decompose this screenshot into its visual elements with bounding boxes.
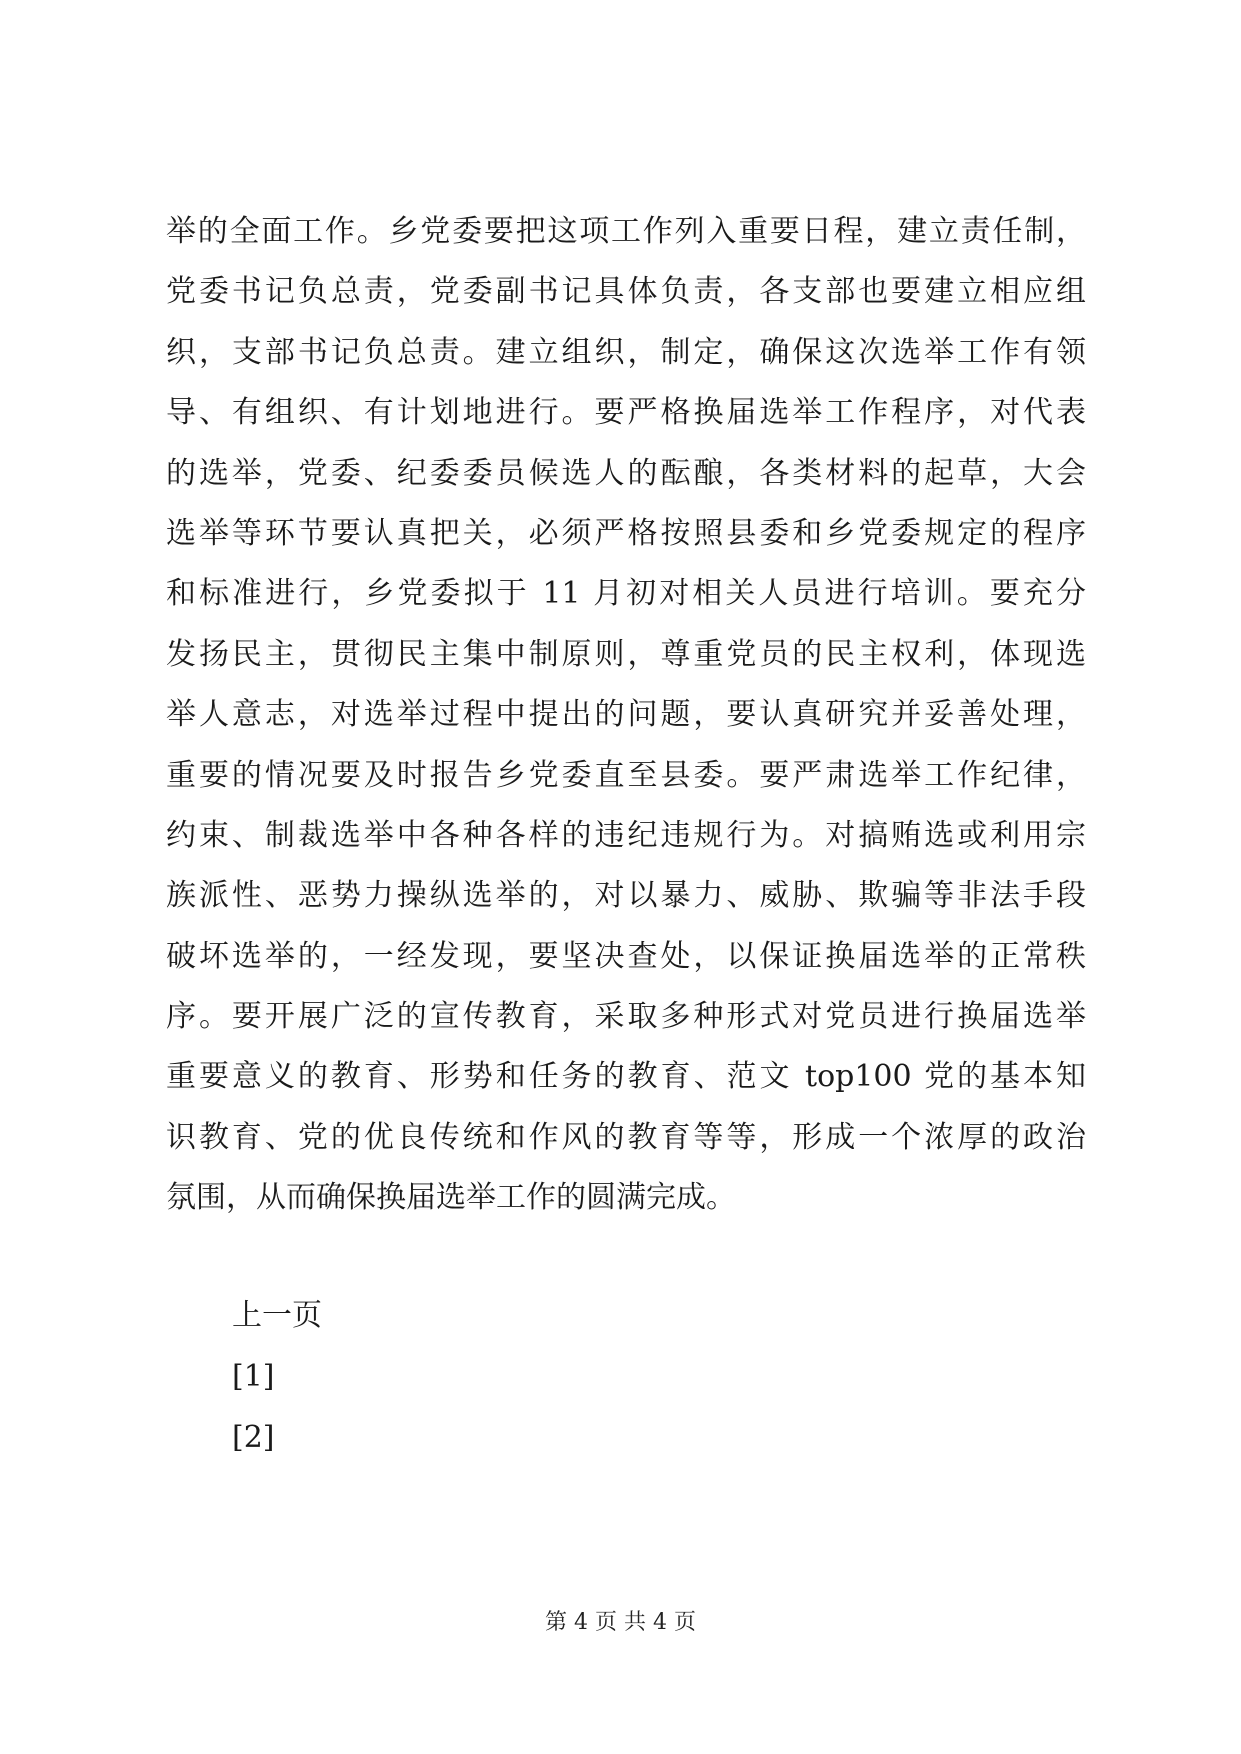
nav-item-page-1 xyxy=(232,1346,322,1407)
nav-item-page-2 xyxy=(232,1407,322,1468)
text-line: 氛围，从而确保换届选举工作的圆满完成。 xyxy=(166,1180,736,1216)
text-line: 族派性、恶势力操纵选举的，对以暴力、威胁、欺骗等非法手段 xyxy=(166,878,1086,914)
text-line: 发扬民主，贯彻民主集中制原则，尊重党员的民主权利，体现选 xyxy=(166,636,1086,672)
text-line: 举人意志，对选举过程中提出的问题，要认真研究并妥善处理， xyxy=(166,697,1086,733)
page-2-link[interactable]: [2] xyxy=(232,1420,275,1455)
page-1-link[interactable]: [1] xyxy=(232,1359,275,1394)
text-line: 织，支部书记负总责。建立组织，制定，确保这次选举工作有领 xyxy=(166,334,1086,370)
nav-item-prev xyxy=(232,1285,322,1346)
text-line: 的选举，党委、纪委委员候选人的酝酿，各类材料的起草，大会 xyxy=(166,455,1086,491)
text-line: 识教育、党的优良传统和作风的教育等等，形成一个浓厚的政治 xyxy=(166,1119,1086,1155)
text-line: 序。要开展广泛的宣传教育，采取多种形式对党员进行换届选举 xyxy=(166,999,1086,1035)
text-line: 重要意义的教育、形势和任务的教育、范文 top100 党的基本知 xyxy=(166,1059,1086,1095)
text-line: 破坏选举的，一经发现，要坚决查处，以保证换届选举的正常秩 xyxy=(166,938,1086,974)
text-line: 选举等环节要认真把关，必须严格按照县委和乡党委规定的程序 xyxy=(166,515,1086,551)
text-line: 重要的情况要及时报告乡党委直至县委。要严肃选举工作纪律， xyxy=(166,757,1086,793)
body-paragraph xyxy=(166,202,1086,1229)
text-line: 党委书记负总责，党委副书记具体负责，各支部也要建立相应组 xyxy=(166,274,1086,310)
text-line: 举的全面工作。乡党委要把这项工作列入重要日程，建立责任制， xyxy=(166,214,1086,249)
page-footer: 第 4 页 共 4 页 xyxy=(545,1610,696,1635)
text-line: 约束、制裁选举中各种各样的违纪违规行为。对搞贿选或利用宗 xyxy=(166,817,1086,853)
text-line: 和标准进行，乡党委拟于 11 月初对相关人员进行培训。要充分 xyxy=(166,576,1086,612)
text-line: 导、有组织、有计划地进行。要严格换届选举工作程序，对代表 xyxy=(166,395,1086,431)
page-navigation xyxy=(232,1285,322,1468)
prev-page-link[interactable]: 上一页 xyxy=(232,1298,322,1333)
